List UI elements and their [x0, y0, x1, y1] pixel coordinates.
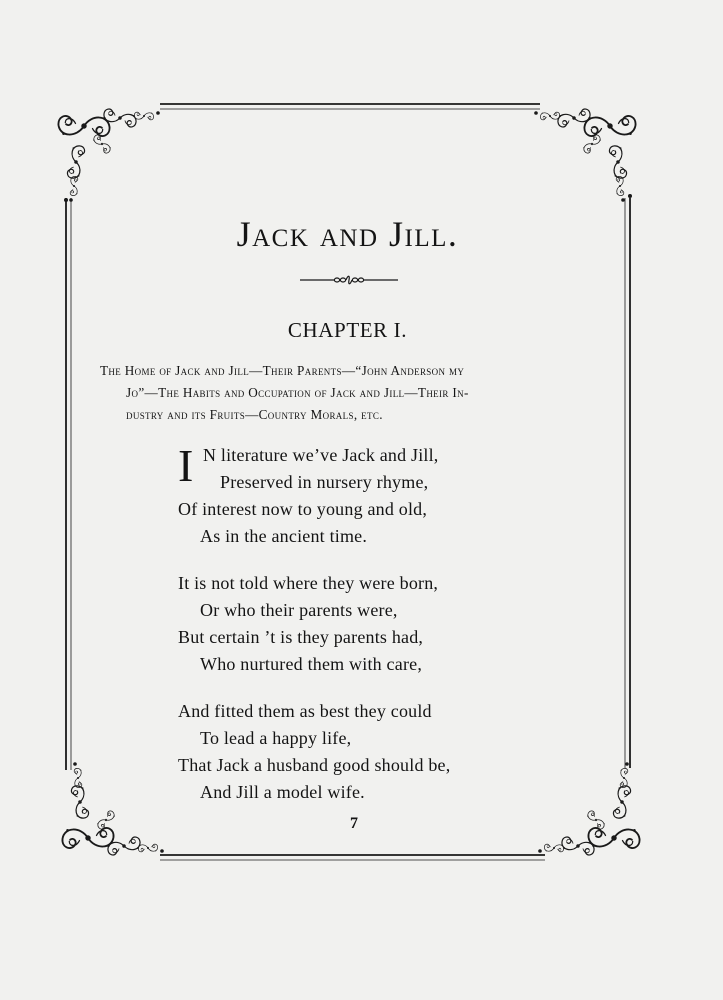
summary-line: Jo”—The Habits and Occupation of Jack and Jill—Their In- — [126, 385, 469, 400]
poem — [178, 442, 450, 826]
book-title: Jack and Jill. — [236, 214, 459, 254]
poem-line: Preserved in nursery rhyme, — [220, 472, 429, 492]
page-number: 7 — [350, 815, 358, 832]
title-rule-ornament — [300, 274, 398, 286]
drop-cap: I — [178, 440, 194, 491]
chapter-summary — [100, 360, 600, 426]
poem-line: It is not told where they were born, — [178, 573, 439, 593]
poem-line: To lead a happy life, — [200, 728, 352, 748]
poem-line: And Jill a model wife. — [200, 782, 365, 802]
poem-line: Of interest now to young and old, — [178, 499, 428, 519]
poem-line: As in the ancient time. — [200, 526, 368, 546]
poem-line: Or who their parents were, — [200, 600, 398, 620]
stanza — [178, 442, 450, 550]
poem-line: N literature we’ve Jack and Jill, — [203, 445, 439, 465]
poem-line: And fitted them as best they could — [178, 701, 432, 721]
poem-line: But certain ’t is they parents had, — [178, 627, 424, 647]
stanza — [178, 698, 450, 806]
poem-line: Who nurtured them with care, — [200, 654, 423, 674]
summary-line: The Home of Jack and Jill—Their Parents—“John Anderson my — [100, 363, 465, 378]
poem-line: That Jack a husband good should be, — [178, 755, 451, 775]
chapter-heading: CHAPTER I. — [287, 318, 408, 342]
stanza — [178, 570, 450, 678]
summary-line: dustry and its Fruits—Country Morals, etc. — [126, 407, 383, 422]
